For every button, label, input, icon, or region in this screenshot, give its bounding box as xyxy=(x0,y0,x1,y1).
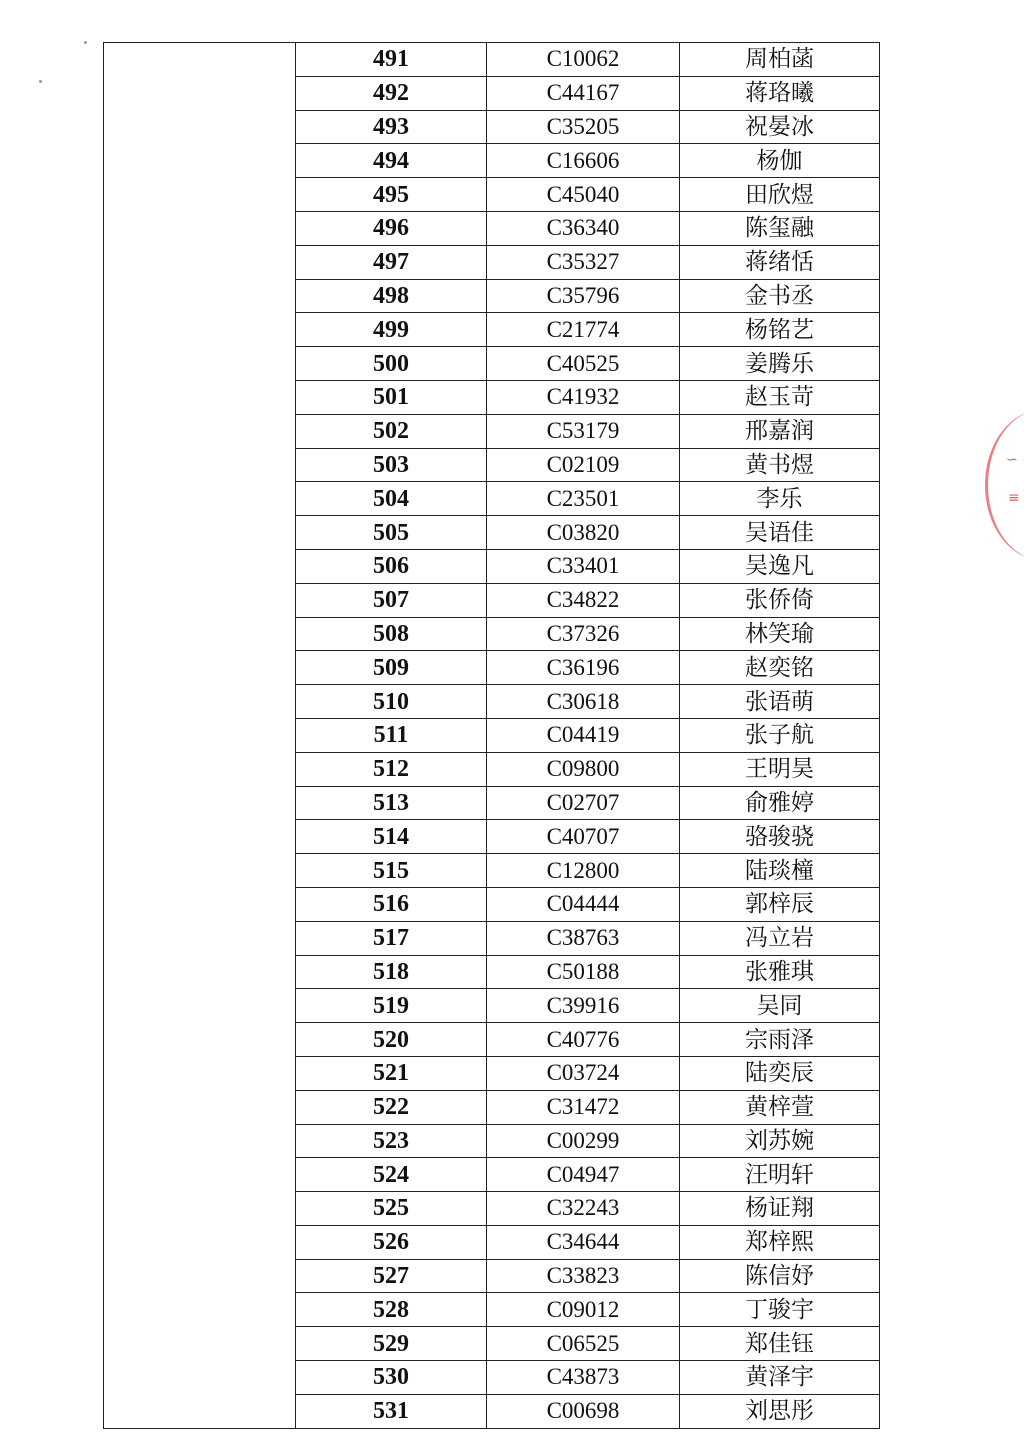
row-number-cell: 500 xyxy=(296,347,487,381)
row-number-cell: 525 xyxy=(296,1192,487,1226)
row-number-cell: 506 xyxy=(296,549,487,583)
table-row xyxy=(104,43,880,77)
candidate-id-cell: C33401 xyxy=(487,549,680,583)
candidate-name-cell: 骆骏骁 xyxy=(680,820,880,854)
candidate-id-cell: C39916 xyxy=(487,989,680,1023)
candidate-name-cell: 丁骏宇 xyxy=(680,1293,880,1327)
candidate-id-cell: C53179 xyxy=(487,414,680,448)
candidate-name-cell: 金书丞 xyxy=(680,279,880,313)
candidate-id-cell: C40707 xyxy=(487,820,680,854)
row-number-cell: 527 xyxy=(296,1259,487,1293)
candidate-name-cell: 林笑瑜 xyxy=(680,617,880,651)
candidate-name-cell: 陆琰橦 xyxy=(680,854,880,888)
row-number-cell: 509 xyxy=(296,651,487,685)
row-number-cell: 519 xyxy=(296,989,487,1023)
candidate-name-cell: 刘苏婉 xyxy=(680,1124,880,1158)
candidate-id-cell: C43873 xyxy=(487,1361,680,1395)
row-number-cell: 518 xyxy=(296,955,487,989)
candidate-name-cell: 邢嘉润 xyxy=(680,414,880,448)
candidate-id-cell: C35796 xyxy=(487,279,680,313)
red-seal-stamp-mark: ∽ xyxy=(1006,452,1018,468)
candidate-name-cell: 蒋珞曦 xyxy=(680,76,880,110)
candidate-id-cell: C41932 xyxy=(487,380,680,414)
scan-speck xyxy=(84,41,87,44)
candidate-name-cell: 姜腾乐 xyxy=(680,347,880,381)
candidate-name-cell: 郑佳钰 xyxy=(680,1327,880,1361)
candidate-name-cell: 郑梓熙 xyxy=(680,1225,880,1259)
candidate-id-cell: C40525 xyxy=(487,347,680,381)
row-number-cell: 529 xyxy=(296,1327,487,1361)
candidate-id-cell: C35327 xyxy=(487,245,680,279)
row-number-cell: 515 xyxy=(296,854,487,888)
row-number-cell: 530 xyxy=(296,1361,487,1395)
row-number-cell: 508 xyxy=(296,617,487,651)
candidate-id-cell: C02109 xyxy=(487,448,680,482)
row-number-cell: 528 xyxy=(296,1293,487,1327)
candidate-name-cell: 汪明轩 xyxy=(680,1158,880,1192)
candidate-id-cell: C31472 xyxy=(487,1090,680,1124)
row-number-cell: 503 xyxy=(296,448,487,482)
row-number-cell: 513 xyxy=(296,786,487,820)
candidate-name-cell: 陆奕辰 xyxy=(680,1056,880,1090)
candidate-name-cell: 赵奕铭 xyxy=(680,651,880,685)
candidate-name-cell: 蒋绪恬 xyxy=(680,245,880,279)
row-number-cell: 505 xyxy=(296,516,487,550)
row-number-cell: 507 xyxy=(296,583,487,617)
row-number-cell: 499 xyxy=(296,313,487,347)
candidate-name-cell: 赵玉苛 xyxy=(680,380,880,414)
candidate-name-cell: 黄梓萱 xyxy=(680,1090,880,1124)
row-number-cell: 501 xyxy=(296,380,487,414)
roster-table xyxy=(103,42,880,1429)
candidate-name-cell: 宗雨泽 xyxy=(680,1023,880,1057)
candidate-id-cell: C06525 xyxy=(487,1327,680,1361)
candidate-id-cell: C33823 xyxy=(487,1259,680,1293)
candidate-id-cell: C03820 xyxy=(487,516,680,550)
candidate-id-cell: C03724 xyxy=(487,1056,680,1090)
candidate-id-cell: C40776 xyxy=(487,1023,680,1057)
candidate-name-cell: 郭梓辰 xyxy=(680,887,880,921)
candidate-id-cell: C09800 xyxy=(487,752,680,786)
candidate-name-cell: 杨证翔 xyxy=(680,1192,880,1226)
candidate-id-cell: C32243 xyxy=(487,1192,680,1226)
row-number-cell: 510 xyxy=(296,685,487,719)
candidate-id-cell: C50188 xyxy=(487,955,680,989)
candidate-name-cell: 陈玺融 xyxy=(680,211,880,245)
row-number-cell: 516 xyxy=(296,887,487,921)
red-seal-stamp xyxy=(985,410,1024,560)
candidate-id-cell: C34644 xyxy=(487,1225,680,1259)
candidate-name-cell: 刘思彤 xyxy=(680,1394,880,1428)
candidate-name-cell: 祝晏冰 xyxy=(680,110,880,144)
candidate-id-cell: C00299 xyxy=(487,1124,680,1158)
candidate-id-cell: C38763 xyxy=(487,921,680,955)
candidate-name-cell: 吴语佳 xyxy=(680,516,880,550)
merged-category-cell xyxy=(104,43,296,1429)
candidate-name-cell: 王明昊 xyxy=(680,752,880,786)
candidate-name-cell: 吴同 xyxy=(680,989,880,1023)
candidate-id-cell: C16606 xyxy=(487,144,680,178)
candidate-name-cell: 吴逸凡 xyxy=(680,549,880,583)
row-number-cell: 495 xyxy=(296,178,487,212)
candidate-name-cell: 黄书煜 xyxy=(680,448,880,482)
row-number-cell: 526 xyxy=(296,1225,487,1259)
row-number-cell: 512 xyxy=(296,752,487,786)
candidate-name-cell: 杨伽 xyxy=(680,144,880,178)
candidate-id-cell: C00698 xyxy=(487,1394,680,1428)
row-number-cell: 520 xyxy=(296,1023,487,1057)
candidate-name-cell: 冯立岩 xyxy=(680,921,880,955)
row-number-cell: 521 xyxy=(296,1056,487,1090)
candidate-name-cell: 周柏菡 xyxy=(680,43,880,77)
row-number-cell: 522 xyxy=(296,1090,487,1124)
candidate-name-cell: 张雅琪 xyxy=(680,955,880,989)
row-number-cell: 511 xyxy=(296,718,487,752)
row-number-cell: 493 xyxy=(296,110,487,144)
row-number-cell: 491 xyxy=(296,43,487,77)
candidate-id-cell: C21774 xyxy=(487,313,680,347)
row-number-cell: 517 xyxy=(296,921,487,955)
candidate-id-cell: C04444 xyxy=(487,887,680,921)
row-number-cell: 502 xyxy=(296,414,487,448)
candidate-id-cell: C36340 xyxy=(487,211,680,245)
row-number-cell: 498 xyxy=(296,279,487,313)
candidate-id-cell: C02707 xyxy=(487,786,680,820)
scan-speck xyxy=(39,80,42,83)
candidate-name-cell: 田欣煜 xyxy=(680,178,880,212)
row-number-cell: 497 xyxy=(296,245,487,279)
candidate-id-cell: C34822 xyxy=(487,583,680,617)
row-number-cell: 494 xyxy=(296,144,487,178)
candidate-name-cell: 黄泽宇 xyxy=(680,1361,880,1395)
candidate-name-cell: 李乐 xyxy=(680,482,880,516)
candidate-id-cell: C45040 xyxy=(487,178,680,212)
candidate-name-cell: 杨铭艺 xyxy=(680,313,880,347)
candidate-id-cell: C44167 xyxy=(487,76,680,110)
candidate-id-cell: C30618 xyxy=(487,685,680,719)
candidate-name-cell: 俞雅婷 xyxy=(680,786,880,820)
row-number-cell: 514 xyxy=(296,820,487,854)
row-number-cell: 504 xyxy=(296,482,487,516)
candidate-id-cell: C09012 xyxy=(487,1293,680,1327)
candidate-name-cell: 陈信妤 xyxy=(680,1259,880,1293)
candidate-id-cell: C12800 xyxy=(487,854,680,888)
candidate-name-cell: 张语萌 xyxy=(680,685,880,719)
candidate-id-cell: C10062 xyxy=(487,43,680,77)
row-number-cell: 531 xyxy=(296,1394,487,1428)
candidate-id-cell: C04947 xyxy=(487,1158,680,1192)
row-number-cell: 496 xyxy=(296,211,487,245)
red-seal-stamp-mark: ≡ xyxy=(1008,490,1020,506)
candidate-id-cell: C04419 xyxy=(487,718,680,752)
candidate-id-cell: C36196 xyxy=(487,651,680,685)
row-number-cell: 523 xyxy=(296,1124,487,1158)
candidate-id-cell: C35205 xyxy=(487,110,680,144)
candidate-name-cell: 张子航 xyxy=(680,718,880,752)
candidate-id-cell: C23501 xyxy=(487,482,680,516)
candidate-id-cell: C37326 xyxy=(487,617,680,651)
row-number-cell: 492 xyxy=(296,76,487,110)
row-number-cell: 524 xyxy=(296,1158,487,1192)
roster-body xyxy=(104,43,880,1429)
candidate-name-cell: 张侨倚 xyxy=(680,583,880,617)
